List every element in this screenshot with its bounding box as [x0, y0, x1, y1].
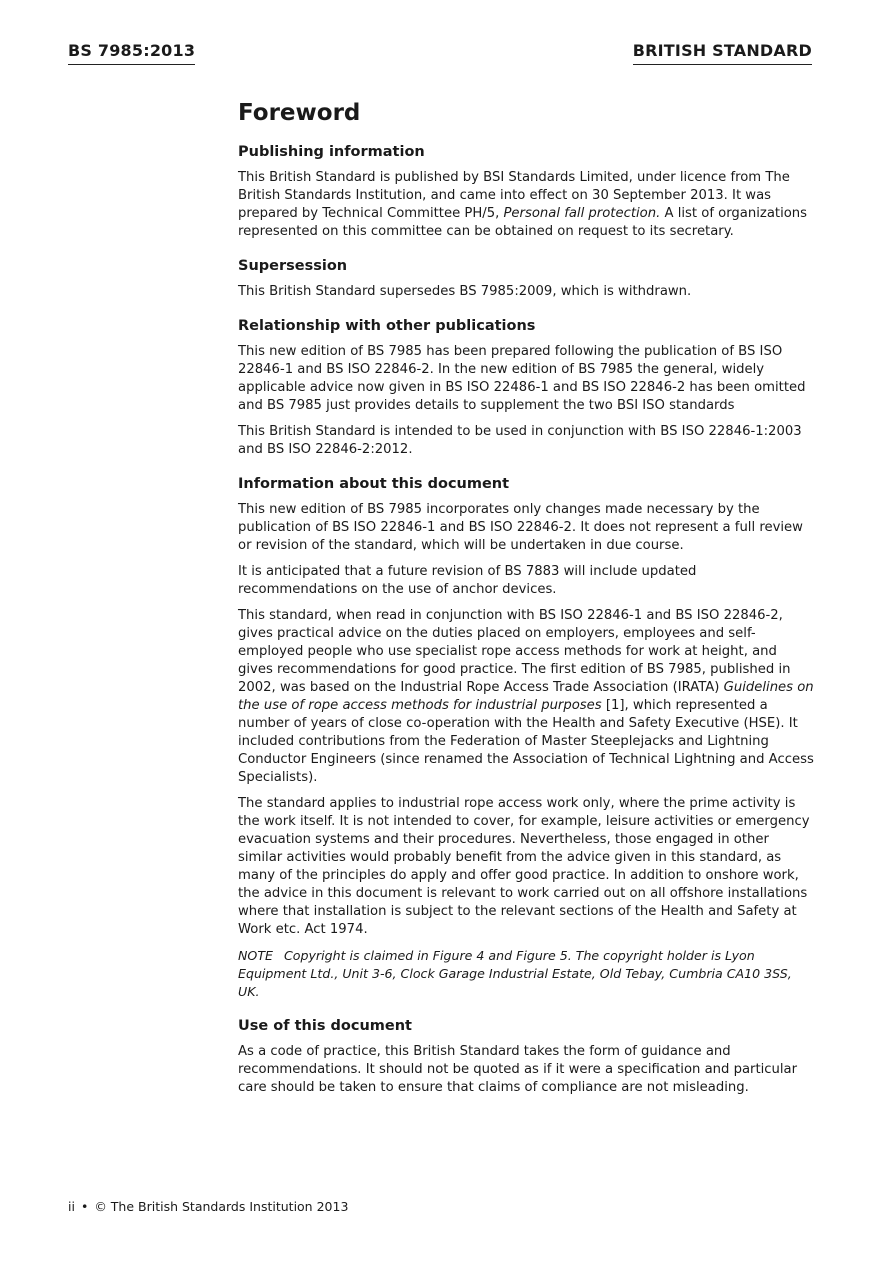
section-publishing-information: [238, 142, 814, 241]
page-footer: [68, 1197, 348, 1217]
paragraph: The standard applies to industrial rope access work only, where the prime activity is the work itself. It is not intended to cover, for example, leisure activities or emergency evacuation systems and their procedures. Nevertheless, those engaged in other similar activities would probably benefit from the advice given in this standard, as many of the principles do apply and offer good practice. In addition to onshore work, the advice in this document is relevant to work carried out on all offshore installations where that installation is subject to the relevant sections of the Health and Safety at Work etc. Act 1974.: [238, 796, 810, 937]
section-information: [238, 474, 814, 1001]
header-document-id: BS 7985:2013: [68, 41, 195, 65]
paragraph: This new edition of BS 7985 incorporates only changes made necessary by the publication of BS ISO 22846-1 and BS ISO 22846-2. It does not represent a full review or revision of the standard, which will be undertaken in due course.: [238, 502, 803, 553]
page-content: [238, 98, 814, 1112]
copyright-line: © The British Standards Institution 2013: [94, 1199, 349, 1214]
paragraph: It is anticipated that a future revision of BS 7883 will include updated recommendations on the use of anchor devices.: [238, 564, 697, 597]
note-label: NOTE: [238, 948, 273, 963]
committee-title: Personal fall protection.: [503, 206, 661, 221]
paragraph: This British Standard is intended to be used in conjunction with BS ISO 22846-1:2003 and BS ISO 22846-2:2012.: [238, 424, 802, 457]
paragraph: This British Standard supersedes BS 7985:2009, which is withdrawn.: [238, 284, 692, 299]
section-heading: Information about this document: [238, 476, 510, 492]
section-use-of-document: [238, 1016, 814, 1097]
guidelines-title: Guidelines on the use of rope access methods for industrial purposes: [238, 680, 814, 713]
section-heading: Publishing information: [238, 144, 425, 160]
page-title: Foreword: [238, 100, 361, 126]
paragraph: As a code of practice, this British Standard takes the form of guidance and recommendations. It should not be quoted as if it were a specification and particular care should be taken to ensure that claims of compliance are not misleading.: [238, 1044, 798, 1095]
bullet-separator: •: [80, 1199, 89, 1214]
section-heading: Use of this document: [238, 1018, 412, 1034]
page-number: ii: [68, 1199, 75, 1214]
paragraph: This British Standard is published by BSI Standards Limited, under licence from The British Standards Institution, and came into effect on 30 September 2013. It was prepared by Technical Committee PH/5, Personal fall protection. A list of organizations represented on this committee can be obtained on request to its secretary.: [238, 170, 808, 239]
section-heading: Supersession: [238, 258, 348, 274]
note-text: Copyright is claimed in Figure 4 and Figure 5. The copyright holder is Lyon Equipment Ltd., Unit 3-6, Clock Garage Industrial Estate, Old Tebay, Cumbria CA10 3SS, UK.: [238, 948, 792, 999]
copyright-note: [238, 947, 814, 1001]
paragraph: This new edition of BS 7985 has been prepared following the publication of BS ISO 22846-1 and BS ISO 22846-2. In the new edition of BS 7985 the general, widely applicable advice now given in BS ISO 22486-1 and BS ISO 22846-2 has been omitted and BS 7985 just provides details to supplement the two BSI ISO standards: [238, 344, 806, 413]
header-standard-label: BRITISH STANDARD: [633, 41, 812, 65]
section-supersession: [238, 256, 814, 301]
section-heading: Relationship with other publications: [238, 318, 536, 334]
section-relationship: [238, 316, 814, 459]
paragraph: This standard, when read in conjunction with BS ISO 22846-1 and BS ISO 22846-2, gives practical advice on the duties placed on employers, employees and self-employed people who use specialist rope access methods for work at height, and gives recommendations for good practice. The first edition of BS 7985, published in 2002, was based on the Industrial Rope Access Trade Association (IRATA) Guidelines on the use of rope access methods for industrial purposes [1], which represented a number of years of close co-operation with the Health and Safety Executive (HSE). It included contributions from the Federation of Master Steeplejacks and Lightning Conductor Engineers (since renamed the Association of Technical Lightning and Access Specialists).: [238, 608, 814, 785]
